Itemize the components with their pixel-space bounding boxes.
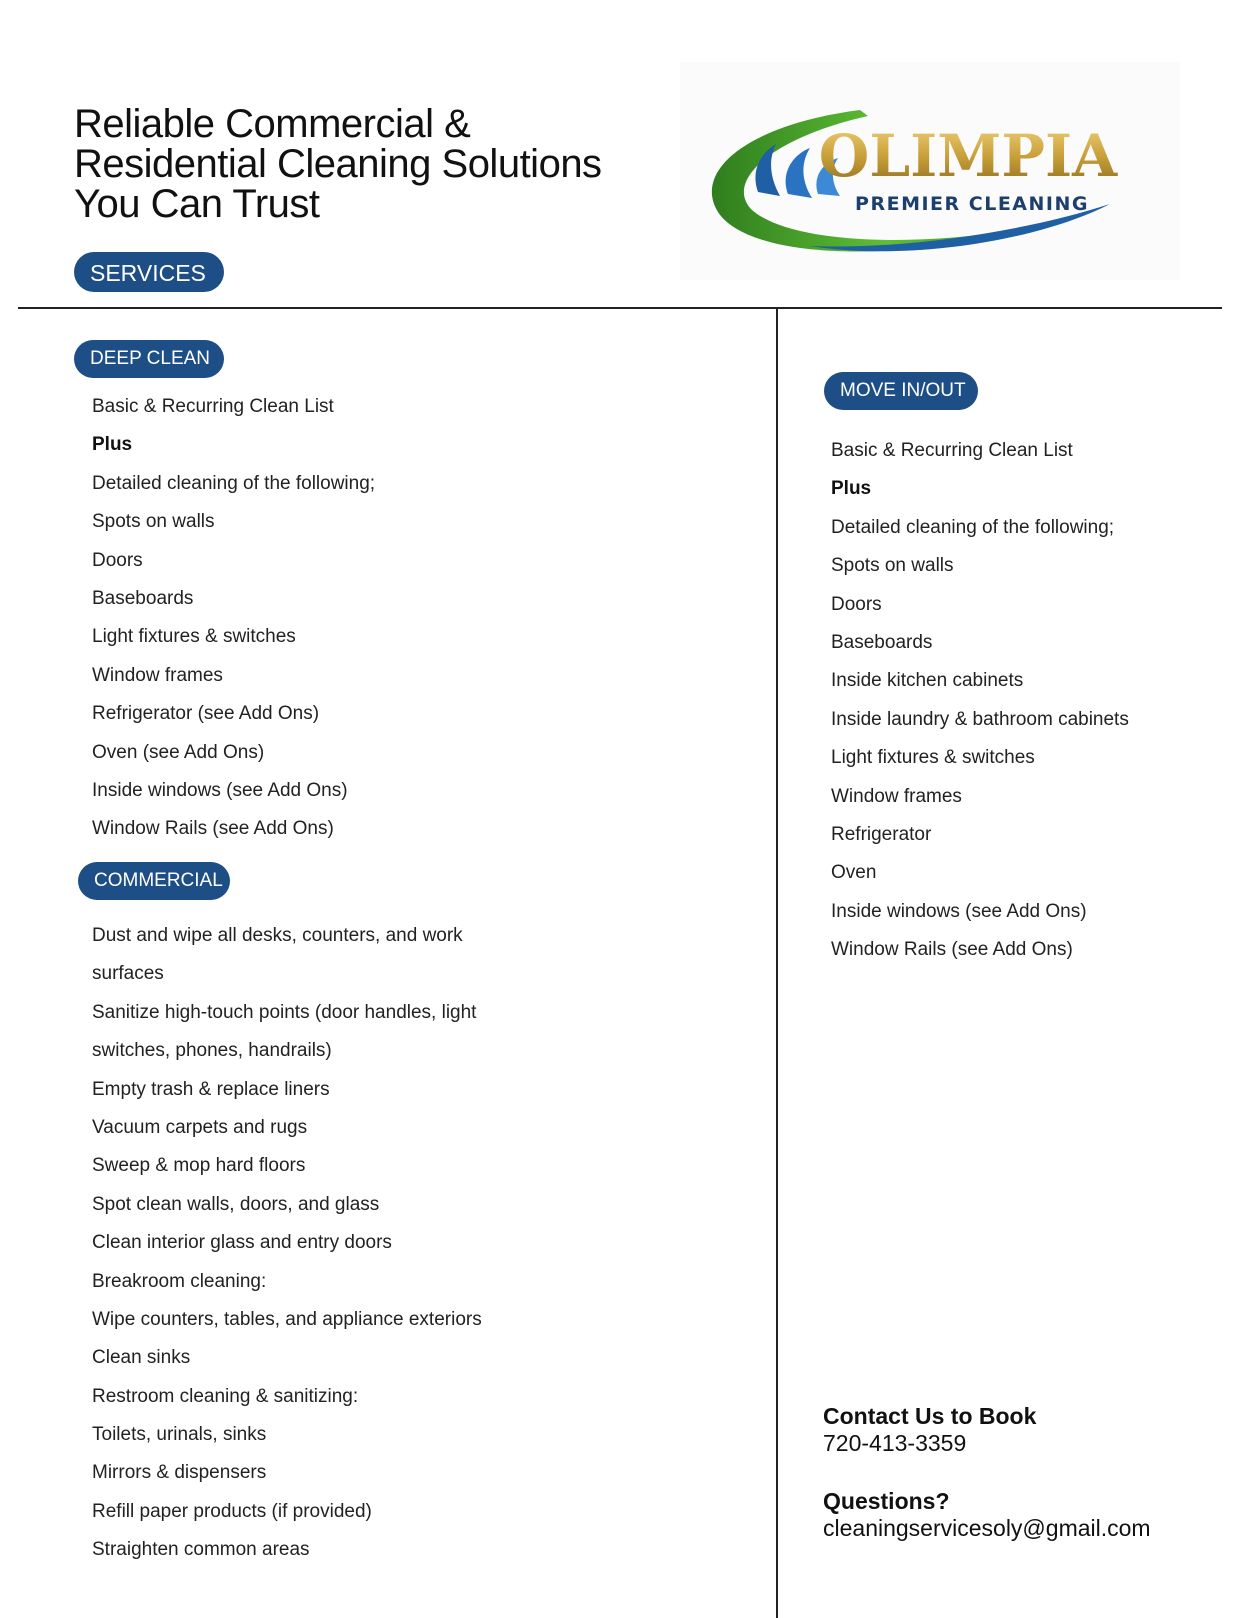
logo-brand: OLIMPIA <box>818 122 1118 190</box>
headline-line-2: Residential Cleaning Solutions <box>74 142 602 186</box>
list-item: Light fixtures & switches <box>831 747 1035 769</box>
column-divider <box>776 308 778 1618</box>
list-item: Refrigerator (see Add Ons) <box>92 703 320 725</box>
list-item: Window Rails (see Add Ons) <box>831 939 1073 961</box>
list-item: Plus <box>831 478 872 500</box>
list-item: Mirrors & dispensers <box>92 1462 267 1484</box>
list-item: surfaces <box>92 963 164 985</box>
services-badge: SERVICES <box>74 252 224 292</box>
list-item: Inside windows (see Add Ons) <box>831 900 1087 922</box>
list-item: Window frames <box>92 664 223 686</box>
commercial-badge: COMMERCIAL <box>78 862 230 900</box>
list-item: Basic & Recurring Clean List <box>831 440 1073 461</box>
deep-clean-badge: DEEP CLEAN <box>74 340 224 378</box>
list-item: Baseboards <box>831 631 933 653</box>
list-item: Detailed cleaning of the following; <box>831 516 1115 538</box>
move-in-out-badge: MOVE IN/OUT <box>824 372 978 410</box>
move-in-out-list <box>831 432 1129 969</box>
list-item: Clean interior glass and entry doors <box>92 1232 392 1254</box>
list-item: Toilets, urinals, sinks <box>92 1424 267 1446</box>
header-divider <box>18 307 1222 309</box>
list-item: Oven (see Add Ons) <box>92 741 265 763</box>
list-item: Sanitize high-touch points (door handles, light <box>92 1001 477 1023</box>
list-item: Empty trash & replace liners <box>92 1078 330 1100</box>
list-item: Basic & Recurring Clean List <box>92 396 334 417</box>
list-item: Spots on walls <box>92 511 215 533</box>
list-item: switches, phones, handrails) <box>92 1040 332 1062</box>
list-item: Doors <box>92 549 143 571</box>
list-item: Refill paper products (if provided) <box>92 1500 372 1522</box>
list-item: Breakroom cleaning: <box>92 1270 267 1292</box>
questions-block <box>823 1488 1151 1542</box>
list-item: Inside windows (see Add Ons) <box>92 779 348 801</box>
list-item: Inside kitchen cabinets <box>831 670 1024 692</box>
list-item: Oven <box>831 862 877 884</box>
list-item: Baseboards <box>92 587 194 609</box>
logo-tagline: PREMIER CLEANING <box>855 193 1089 215</box>
list-item: Window Rails (see Add Ons) <box>92 818 334 840</box>
deep-clean-list <box>92 388 375 849</box>
list-item: Refrigerator <box>831 823 932 845</box>
list-item: Spot clean walls, doors, and glass <box>92 1193 380 1215</box>
list-item: Spots on walls <box>831 555 954 577</box>
contact-book-label: Contact Us to Book <box>823 1403 1037 1429</box>
headline-line-1: Reliable Commercial & <box>74 102 471 146</box>
headline-line-3: You Can Trust <box>74 182 320 226</box>
email-link[interactable]: cleaningservicesoly@gmail.com <box>823 1515 1151 1541</box>
list-item: Inside laundry & bathroom cabinets <box>831 708 1129 730</box>
list-item: Dust and wipe all desks, counters, and work <box>92 925 463 946</box>
questions-label: Questions? <box>823 1488 950 1514</box>
page-title <box>74 104 654 224</box>
list-item: Doors <box>831 593 882 615</box>
commercial-list <box>92 917 482 1570</box>
list-item: Plus <box>92 434 133 456</box>
list-item: Straighten common areas <box>92 1539 310 1561</box>
phone-link[interactable]: 720-413-3359 <box>823 1430 967 1456</box>
list-item: Wipe counters, tables, and appliance exteriors <box>92 1308 482 1330</box>
list-item: Detailed cleaning of the following; <box>92 472 376 494</box>
list-item: Window frames <box>831 785 962 807</box>
list-item: Light fixtures & switches <box>92 626 296 648</box>
olimpia-logo <box>680 62 1180 280</box>
list-item: Clean sinks <box>92 1347 191 1369</box>
contact-block <box>823 1403 1036 1457</box>
list-item: Restroom cleaning & sanitizing: <box>92 1385 359 1407</box>
list-item: Sweep & mop hard floors <box>92 1155 306 1177</box>
list-item: Vacuum carpets and rugs <box>92 1116 308 1138</box>
